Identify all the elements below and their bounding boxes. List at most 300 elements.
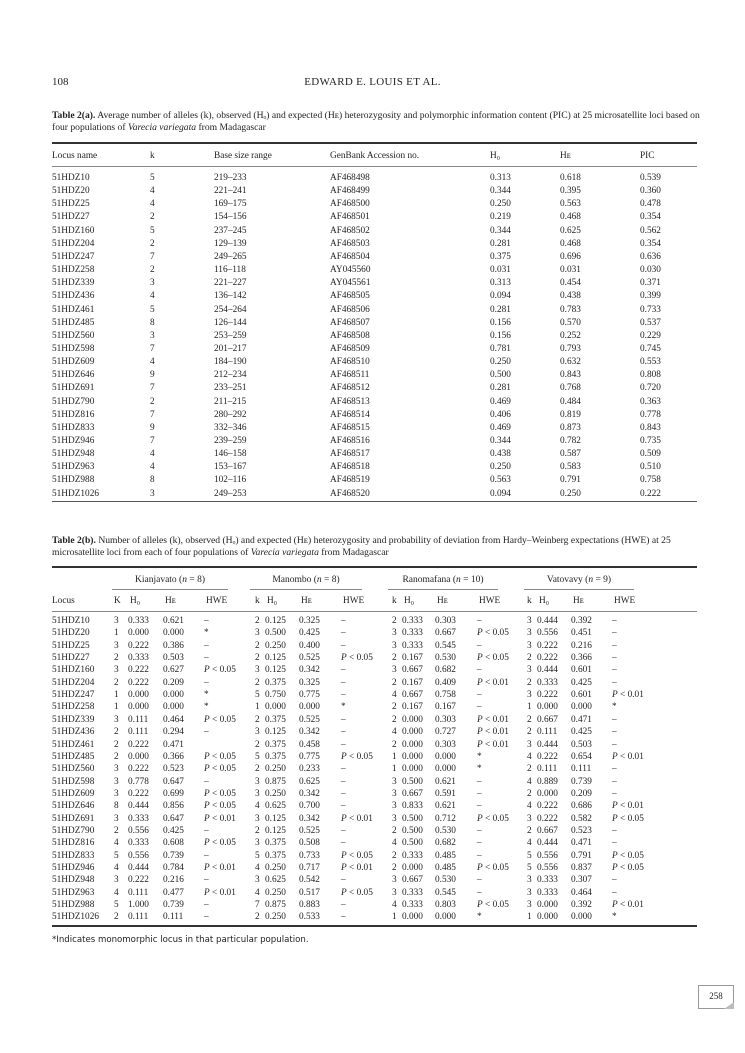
cell-k: 2 bbox=[114, 825, 119, 836]
cell-k: 5 bbox=[150, 173, 155, 183]
cell-ho: 0.222 bbox=[537, 801, 558, 812]
cell-ho: 0.500 bbox=[265, 628, 286, 639]
cell-hwe: P < 0.05 bbox=[204, 665, 236, 676]
group-rule bbox=[524, 589, 634, 590]
cell-locus-name: 51HDZ609 bbox=[52, 357, 95, 368]
cell-he: 0.000 bbox=[435, 764, 456, 775]
cell-base-size-range: 146–158 bbox=[214, 449, 247, 460]
cell-he: 0.791 bbox=[571, 850, 592, 861]
cell-hwe: P < 0.01 bbox=[341, 813, 373, 824]
cell-ho: 0.781 bbox=[490, 343, 511, 354]
cell-he: 0.791 bbox=[560, 475, 581, 486]
cell-locus-name: 51HDZ946 bbox=[52, 436, 95, 446]
cell-locus: 51HDZ20 bbox=[52, 628, 90, 639]
cell-base-size-range: 201–217 bbox=[214, 343, 247, 354]
cell-he: 0.307 bbox=[571, 875, 592, 886]
cell-k: 4 bbox=[392, 900, 397, 911]
header-hwe: HWE bbox=[614, 596, 636, 606]
cell-he: 0.303 bbox=[435, 714, 456, 725]
cell-he: 0.727 bbox=[435, 727, 456, 738]
cell-k: 2 bbox=[255, 616, 260, 626]
cell-hwe: – bbox=[477, 887, 482, 898]
cell-base-size-range: 136–142 bbox=[214, 291, 247, 302]
cell-ho: 0.156 bbox=[490, 317, 511, 328]
group-rule bbox=[388, 589, 498, 590]
cell-ho: 0.281 bbox=[490, 238, 511, 249]
header-pic: PIC bbox=[640, 151, 655, 161]
cell-hwe: – bbox=[477, 850, 482, 861]
cell-k: 4 bbox=[527, 838, 532, 849]
cell-he: 0.000 bbox=[435, 912, 456, 923]
cell-locus-name: 51HDZ816 bbox=[52, 409, 95, 420]
cell-pic: 0.030 bbox=[640, 265, 661, 276]
cell-genbank-accession: AF468511 bbox=[330, 370, 370, 381]
cell-k: 3 bbox=[255, 628, 260, 639]
cell-pic: 0.636 bbox=[640, 251, 661, 262]
group-header: Manombo (n = 8) bbox=[272, 575, 340, 585]
cell-he: 0.438 bbox=[560, 291, 581, 302]
cell-ho: 0.556 bbox=[537, 628, 558, 639]
cell-he: 0.525 bbox=[299, 653, 320, 664]
cell-locus: 51HDZ339 bbox=[52, 714, 95, 725]
cell-hwe: * bbox=[612, 912, 617, 923]
cell-hwe: – bbox=[612, 640, 617, 651]
header-ho: H₀ bbox=[490, 151, 500, 161]
cell-hwe: P < 0.01 bbox=[477, 727, 509, 738]
cell-hwe: – bbox=[341, 788, 346, 799]
cell-genbank-accession: AF468520 bbox=[330, 488, 370, 499]
cell-k: 7 bbox=[150, 343, 155, 354]
cell-base-size-range: 280–292 bbox=[214, 409, 247, 420]
cell-ho: 0.222 bbox=[128, 788, 149, 799]
cell-k: 3 bbox=[114, 616, 119, 626]
cell-he: 0.582 bbox=[571, 813, 592, 824]
cell-k: 1 bbox=[392, 912, 397, 923]
cell-k: 3 bbox=[527, 640, 532, 651]
cell-ho: 0.111 bbox=[128, 714, 149, 725]
cell-hwe: * bbox=[204, 702, 209, 713]
cell-he: 0.477 bbox=[163, 887, 184, 898]
cell-ho: 0.375 bbox=[265, 739, 286, 750]
cell-pic: 0.553 bbox=[640, 357, 661, 368]
cell-ho: 0.111 bbox=[128, 887, 149, 898]
cell-he: 0.392 bbox=[571, 900, 592, 911]
cell-he: 0.782 bbox=[560, 436, 581, 446]
cell-k: 3 bbox=[392, 813, 397, 824]
cell-ho: 0.000 bbox=[402, 912, 423, 923]
cell-k: 3 bbox=[255, 665, 260, 676]
cell-hwe: P < 0.05 bbox=[204, 838, 236, 849]
cell-he: 0.342 bbox=[299, 788, 320, 799]
cell-k: 2 bbox=[150, 265, 155, 276]
cell-hwe: – bbox=[204, 653, 209, 664]
cell-he: 0.523 bbox=[571, 825, 592, 836]
cell-k: 3 bbox=[392, 801, 397, 812]
cell-ho: 0.667 bbox=[402, 875, 423, 886]
header-locus: Locus bbox=[52, 596, 75, 606]
cell-he: 0.699 bbox=[163, 788, 184, 799]
cell-ho: 0.667 bbox=[537, 825, 558, 836]
cell-k: 1 bbox=[527, 912, 532, 923]
cell-k: 2 bbox=[392, 677, 397, 688]
cell-base-size-range: 154–156 bbox=[214, 212, 247, 223]
cell-ho: 0.167 bbox=[402, 702, 423, 713]
cell-he: 0.484 bbox=[560, 396, 581, 407]
cell-ho: 0.406 bbox=[490, 409, 511, 420]
cell-locus-name: 51HDZ1026 bbox=[52, 488, 99, 499]
cell-locus: 51HDZ461 bbox=[52, 739, 95, 750]
cell-locus: 51HDZ436 bbox=[52, 727, 95, 738]
cell-k: 3 bbox=[392, 640, 397, 651]
cell-hwe: P < 0.05 bbox=[204, 788, 236, 799]
cell-he: 0.525 bbox=[299, 714, 320, 725]
cell-locus: 51HDZ988 bbox=[52, 900, 95, 911]
cell-he: 0.793 bbox=[560, 343, 581, 354]
cell-genbank-accession: AF468515 bbox=[330, 422, 370, 433]
cell-ho: 0.556 bbox=[537, 863, 558, 873]
cell-k: 1 bbox=[114, 628, 119, 639]
cell-k: 7 bbox=[150, 383, 155, 394]
cell-k: 5 bbox=[114, 850, 119, 861]
cell-ho: 0.125 bbox=[265, 813, 286, 824]
cell-he: 0.583 bbox=[560, 462, 581, 473]
cell-he: 0.325 bbox=[299, 616, 320, 626]
cell-k: 3 bbox=[527, 875, 532, 886]
table-b-top-rule bbox=[52, 566, 697, 568]
cell-genbank-accession: AF468519 bbox=[330, 475, 370, 486]
cell-he: 0.000 bbox=[435, 751, 456, 762]
cell-ho: 0.438 bbox=[490, 449, 511, 460]
cell-ho: 0.500 bbox=[402, 825, 423, 836]
cell-he: 0.803 bbox=[435, 900, 456, 911]
cell-base-size-range: 253–259 bbox=[214, 330, 247, 341]
cell-locus-name: 51HDZ598 bbox=[52, 343, 95, 354]
group-header: Ranomafana (n = 10) bbox=[402, 575, 484, 585]
cell-hwe: * bbox=[477, 912, 482, 923]
cell-hwe: * bbox=[204, 628, 209, 639]
cell-locus-name: 51HDZ20 bbox=[52, 186, 90, 197]
cell-k: 2 bbox=[527, 714, 532, 725]
cell-k: 2 bbox=[255, 714, 260, 725]
cell-base-size-range: 332–346 bbox=[214, 422, 247, 433]
cell-hwe: P < 0.01 bbox=[204, 813, 236, 824]
cell-he: 0.395 bbox=[560, 186, 581, 197]
cell-k: 2 bbox=[392, 653, 397, 664]
cell-he: 0.523 bbox=[163, 764, 184, 775]
cell-ho: 0.222 bbox=[128, 665, 149, 676]
cell-genbank-accession: AF468513 bbox=[330, 396, 370, 407]
cell-ho: 0.313 bbox=[490, 173, 511, 183]
cell-genbank-accession: AF468499 bbox=[330, 186, 370, 197]
table-a-bottom-rule bbox=[52, 501, 697, 502]
cell-hwe: – bbox=[204, 677, 209, 688]
cell-k: 3 bbox=[114, 813, 119, 824]
table-b-caption-text: Number of alleles (k), observed (Hₒ) and expected (Hᴇ) heterozygosity and probability of deviation from Hardy–Weinberg expectations (HWE) at 25 microsatellite loci from each of four populations of Varecia variegata from Madagascar bbox=[52, 535, 671, 558]
cell-hwe: – bbox=[612, 825, 617, 836]
cell-ho: 0.444 bbox=[537, 838, 558, 849]
cell-pic: 0.363 bbox=[640, 396, 661, 407]
cell-pic: 0.778 bbox=[640, 409, 661, 420]
cell-hwe: – bbox=[204, 850, 209, 861]
cell-ho: 0.111 bbox=[537, 727, 558, 738]
cell-hwe: – bbox=[341, 801, 346, 812]
cell-locus: 51HDZ25 bbox=[52, 640, 90, 651]
cell-hwe: * bbox=[477, 751, 482, 762]
cell-k: 4 bbox=[392, 727, 397, 738]
cell-k: 4 bbox=[114, 863, 119, 873]
cell-ho: 0.222 bbox=[537, 653, 558, 664]
header-ho: H₀ bbox=[130, 596, 140, 606]
cell-k: 2 bbox=[527, 727, 532, 738]
cell-locus-name: 51HDZ204 bbox=[52, 238, 95, 249]
cell-hwe: P < 0.05 bbox=[612, 863, 644, 873]
cell-k: 3 bbox=[527, 665, 532, 676]
cell-he: 0.425 bbox=[299, 628, 320, 639]
cell-ho: 0.875 bbox=[265, 900, 286, 911]
cell-he: 0.425 bbox=[571, 727, 592, 738]
group-header: Vatovavy (n = 9) bbox=[546, 575, 612, 585]
cell-k: 3 bbox=[392, 628, 397, 639]
cell-hwe: – bbox=[477, 616, 482, 626]
cell-k: 8 bbox=[114, 801, 119, 812]
cell-hwe: P < 0.05 bbox=[204, 764, 236, 775]
cell-k: 3 bbox=[114, 714, 119, 725]
header-k: k bbox=[527, 596, 532, 606]
cell-hwe: P < 0.01 bbox=[204, 887, 236, 898]
cell-ho: 0.250 bbox=[265, 788, 286, 799]
header-hwe: HWE bbox=[479, 596, 501, 606]
cell-k: 3 bbox=[527, 813, 532, 824]
cell-he: 0.700 bbox=[299, 801, 320, 812]
cell-ho: 0.250 bbox=[265, 887, 286, 898]
cell-he: 0.632 bbox=[560, 357, 581, 368]
cell-k: 2 bbox=[527, 788, 532, 799]
cell-base-size-range: 249–253 bbox=[214, 488, 247, 499]
cell-ho: 0.250 bbox=[490, 462, 511, 473]
header-he: Hᴇ bbox=[560, 151, 571, 161]
cell-he: 0.733 bbox=[299, 850, 320, 861]
cell-k: 2 bbox=[114, 912, 119, 923]
cell-hwe: P < 0.05 bbox=[341, 751, 373, 762]
cell-ho: 0.000 bbox=[402, 764, 423, 775]
cell-k: 4 bbox=[150, 449, 155, 460]
cell-he: 0.392 bbox=[571, 616, 592, 626]
cell-he: 0.570 bbox=[560, 317, 581, 328]
cell-he: 0.775 bbox=[299, 690, 320, 701]
cell-hwe: – bbox=[341, 912, 346, 923]
cell-k: 3 bbox=[392, 776, 397, 787]
cell-k: 3 bbox=[392, 788, 397, 799]
cell-hwe: – bbox=[477, 665, 482, 676]
cell-locus: 51HDZ790 bbox=[52, 825, 95, 836]
cell-locus-name: 51HDZ948 bbox=[52, 449, 95, 460]
cell-he: 0.111 bbox=[571, 764, 592, 775]
cell-hwe: * bbox=[341, 702, 346, 713]
cell-he: 0.667 bbox=[435, 628, 456, 639]
cell-k: 2 bbox=[392, 825, 397, 836]
cell-locus: 51HDZ160 bbox=[52, 665, 95, 676]
cell-k: 2 bbox=[255, 677, 260, 688]
cell-ho: 0.375 bbox=[265, 714, 286, 725]
cell-hwe: – bbox=[612, 788, 617, 799]
cell-locus: 51HDZ816 bbox=[52, 838, 95, 849]
group-header: Kianjavato (n = 8) bbox=[135, 575, 205, 585]
cell-locus: 51HDZ598 bbox=[52, 776, 95, 787]
cell-ho: 0.778 bbox=[128, 776, 149, 787]
cell-hwe: P < 0.05 bbox=[477, 900, 509, 911]
cell-he: 0.468 bbox=[560, 238, 581, 249]
cell-ho: 0.222 bbox=[128, 739, 149, 750]
cell-genbank-accession: AF468505 bbox=[330, 291, 370, 302]
cell-genbank-accession: AF468507 bbox=[330, 317, 370, 328]
cell-k: 4 bbox=[150, 186, 155, 197]
cell-hwe: – bbox=[204, 727, 209, 738]
cell-he: 0.325 bbox=[299, 677, 320, 688]
cell-k: 3 bbox=[255, 875, 260, 886]
cell-he: 0.000 bbox=[163, 702, 184, 713]
cell-he: 0.621 bbox=[435, 801, 456, 812]
group-rule bbox=[112, 589, 228, 590]
cell-ho: 0.556 bbox=[537, 850, 558, 861]
cell-pic: 0.399 bbox=[640, 291, 661, 302]
cell-hwe: – bbox=[477, 788, 482, 799]
cell-ho: 0.667 bbox=[402, 665, 423, 676]
cell-k: 4 bbox=[150, 291, 155, 302]
cell-k: 3 bbox=[527, 616, 532, 626]
cell-hwe: – bbox=[477, 801, 482, 812]
table-a-caption bbox=[52, 110, 702, 134]
header-k: k bbox=[392, 596, 397, 606]
cell-ho: 0.333 bbox=[537, 677, 558, 688]
cell-ho: 0.333 bbox=[402, 640, 423, 651]
cell-hwe: – bbox=[341, 714, 346, 725]
cell-he: 0.454 bbox=[560, 278, 581, 289]
cell-k: 4 bbox=[527, 751, 532, 762]
cell-he: 0.517 bbox=[299, 887, 320, 898]
header-k: k bbox=[150, 151, 155, 161]
cell-ho: 0.111 bbox=[537, 764, 558, 775]
cell-he: 0.409 bbox=[435, 677, 456, 688]
cell-he: 0.819 bbox=[560, 409, 581, 420]
cell-ho: 0.333 bbox=[537, 875, 558, 886]
cell-genbank-accession: AF468503 bbox=[330, 238, 370, 249]
cell-ho: 0.222 bbox=[537, 751, 558, 762]
cell-he: 0.451 bbox=[571, 628, 592, 639]
cell-genbank-accession: AY045561 bbox=[330, 278, 371, 289]
cell-k: 5 bbox=[527, 863, 532, 873]
cell-hwe: P < 0.01 bbox=[612, 751, 644, 762]
header-k: K bbox=[114, 596, 121, 606]
cell-k: 3 bbox=[255, 838, 260, 849]
cell-ho: 0.444 bbox=[128, 863, 149, 873]
cell-k: 4 bbox=[150, 462, 155, 473]
cell-k: 3 bbox=[527, 628, 532, 639]
cell-ho: 0.833 bbox=[402, 801, 423, 812]
cell-ho: 0.000 bbox=[402, 714, 423, 725]
cell-he: 0.400 bbox=[299, 640, 320, 651]
cell-ho: 0.281 bbox=[490, 304, 511, 315]
cell-pic: 0.720 bbox=[640, 383, 661, 394]
cell-hwe: P < 0.05 bbox=[341, 653, 373, 664]
cell-locus-name: 51HDZ247 bbox=[52, 251, 95, 262]
cell-ho: 0.222 bbox=[537, 813, 558, 824]
header-locus-name: Locus name bbox=[52, 151, 98, 161]
cell-ho: 0.556 bbox=[128, 850, 149, 861]
cell-locus: 51HDZ833 bbox=[52, 850, 95, 861]
cell-ho: 0.222 bbox=[128, 677, 149, 688]
cell-k: 2 bbox=[114, 739, 119, 750]
cell-hwe: – bbox=[477, 838, 482, 849]
cell-he: 0.627 bbox=[163, 665, 184, 676]
cell-k: 5 bbox=[255, 690, 260, 701]
cell-ho: 0.625 bbox=[265, 801, 286, 812]
cell-k: 3 bbox=[527, 887, 532, 898]
cell-k: 1 bbox=[392, 751, 397, 762]
cell-k: 2 bbox=[114, 653, 119, 664]
cell-k: 2 bbox=[392, 739, 397, 750]
cell-k: 1 bbox=[114, 702, 119, 713]
cell-ho: 0.625 bbox=[265, 875, 286, 886]
cell-he: 0.508 bbox=[299, 838, 320, 849]
cell-k: 7 bbox=[255, 900, 260, 911]
cell-k: 2 bbox=[527, 764, 532, 775]
cell-hwe: – bbox=[612, 776, 617, 787]
cell-base-size-range: 153–167 bbox=[214, 462, 247, 473]
cell-he: 0.425 bbox=[163, 825, 184, 836]
cell-hwe: P < 0.01 bbox=[612, 801, 644, 812]
cell-k: 8 bbox=[150, 475, 155, 486]
cell-locus-name: 51HDZ560 bbox=[52, 330, 95, 341]
cell-he: 0.216 bbox=[571, 640, 592, 651]
cell-he: 0.758 bbox=[435, 690, 456, 701]
cell-k: 4 bbox=[114, 887, 119, 898]
cell-hwe: * bbox=[204, 690, 209, 701]
cell-hwe: – bbox=[612, 875, 617, 886]
cell-hwe: – bbox=[612, 838, 617, 849]
cell-k: 5 bbox=[255, 850, 260, 861]
cell-ho: 0.375 bbox=[265, 850, 286, 861]
table-a-caption-text: Average number of alleles (k), observed (Hₒ) and expected (Hᴇ) heterozygosity and polymorphic information content (PIC) at 25 microsatellite loci based on four populations of Varecia variegata from Madagascar bbox=[52, 110, 700, 133]
cell-ho: 0.031 bbox=[490, 265, 511, 276]
cell-hwe: – bbox=[612, 665, 617, 676]
cell-genbank-accession: AF468512 bbox=[330, 383, 370, 394]
cell-pic: 0.808 bbox=[640, 370, 661, 381]
cell-he: 0.458 bbox=[299, 739, 320, 750]
cell-pic: 0.371 bbox=[640, 278, 661, 289]
cell-k: 4 bbox=[527, 776, 532, 787]
cell-ho: 0.469 bbox=[490, 396, 511, 407]
cell-k: 3 bbox=[255, 776, 260, 787]
cell-pic: 0.509 bbox=[640, 449, 661, 460]
cell-k: 3 bbox=[150, 488, 155, 499]
table-a-header-rule bbox=[52, 166, 697, 167]
cell-ho: 0.125 bbox=[265, 616, 286, 626]
cell-hwe: P < 0.01 bbox=[612, 690, 644, 701]
cell-ho: 0.667 bbox=[402, 788, 423, 799]
cell-he: 0.386 bbox=[163, 640, 184, 651]
cell-locus: 51HDZ485 bbox=[52, 751, 95, 762]
header-he: Hᴇ bbox=[165, 596, 176, 606]
cell-he: 0.530 bbox=[435, 653, 456, 664]
cell-ho: 0.563 bbox=[490, 475, 511, 486]
cell-hwe: P < 0.01 bbox=[477, 677, 509, 688]
cell-base-size-range: 239–259 bbox=[214, 436, 247, 446]
cell-locus: 51HDZ560 bbox=[52, 764, 95, 775]
cell-he: 0.618 bbox=[560, 173, 581, 183]
cell-k: 1 bbox=[114, 690, 119, 701]
cell-ho: 0.000 bbox=[537, 900, 558, 911]
cell-he: 0.425 bbox=[571, 677, 592, 688]
